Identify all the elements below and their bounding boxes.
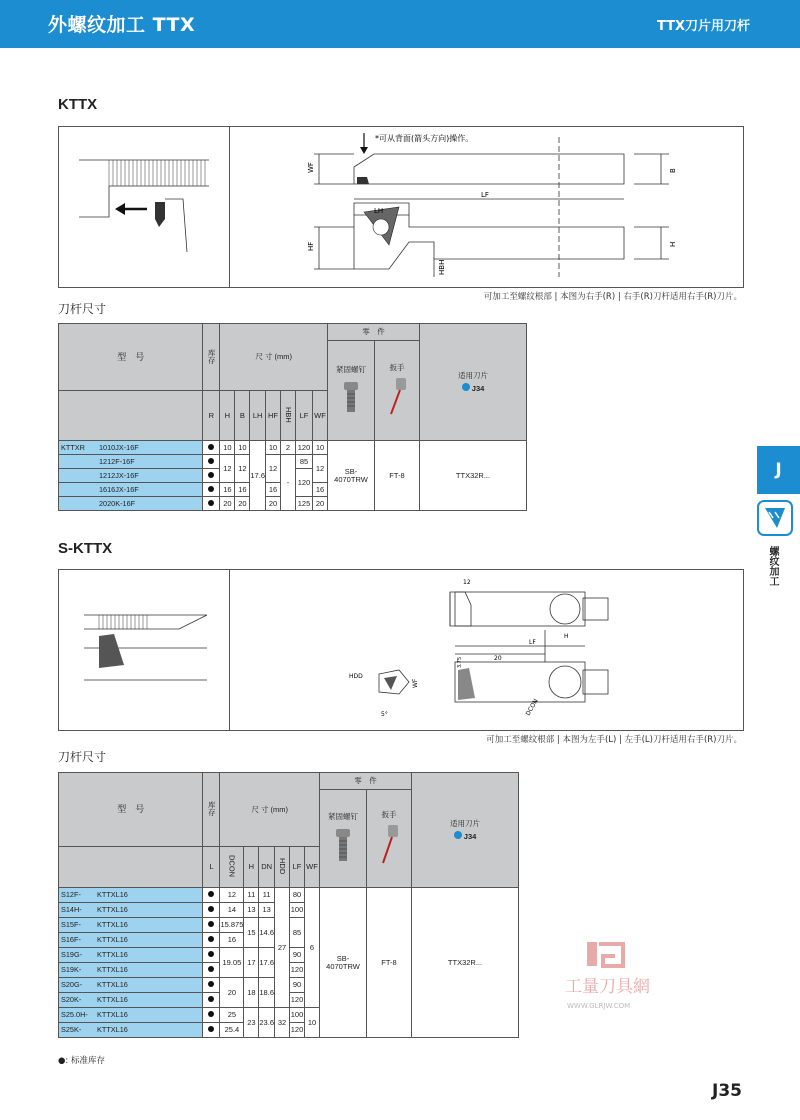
page-title: 外螺纹加工 TTX	[48, 14, 196, 36]
watermark-logo	[565, 940, 675, 1015]
table-row: S16F- KTTXL16 16	[59, 933, 519, 948]
skttx-note: 可加工至螺纹根部 | 本图为左手(L) | 左手(L)刀杆适用右手(R)刀片。	[486, 735, 742, 745]
section-title-kttx: KTTX	[58, 96, 98, 113]
table-row: S25K- KTTXL16 25.4 120	[59, 1023, 519, 1038]
header-right-label: TTX刀片用刀杆	[656, 19, 750, 34]
table-row: 1212F-16F 12 12 12 - 85 12	[59, 455, 527, 469]
kttx-subtitle: 刀杆尺寸	[58, 302, 107, 316]
skttx-wrench-value: FT-8	[367, 888, 412, 1038]
label-hf: HF	[307, 241, 315, 251]
skttx-insert-value: TTX32R...	[412, 888, 519, 1038]
kttx-wrench-header: 扳手	[375, 341, 420, 441]
label-h: H	[669, 241, 677, 247]
skttx-col-dn: DN	[259, 847, 275, 888]
label-20: 20	[494, 655, 502, 662]
stock-legend: ●: 标准库存	[58, 1056, 105, 1066]
kttx-col-hbh: HBH	[283, 406, 293, 423]
skttx-col-h: H	[244, 847, 259, 888]
skttx-dims-header: 尺 寸 (mm)	[220, 773, 320, 847]
kttx-table	[58, 323, 527, 511]
label-375: 3.75	[457, 656, 463, 668]
label-h: H	[564, 633, 569, 640]
kttx-insert-header: 适用刀片 J34	[420, 324, 527, 441]
wrench-icon	[378, 823, 400, 865]
skttx-parts-header: 零 件	[320, 773, 412, 790]
label-lh: LH	[374, 207, 384, 215]
table-row: S19G- KTTXL16 19.05 17 17.6 90	[59, 948, 519, 963]
page-number: J35	[712, 1081, 742, 1101]
table-row: 1212JX-16F 120	[59, 469, 527, 483]
label-deg: 5°	[381, 711, 388, 718]
skttx-col-lf: LF	[290, 847, 305, 888]
kttx-col-b: B	[235, 391, 250, 441]
threading-icon	[757, 500, 793, 536]
kttx-col-h: H	[220, 391, 235, 441]
label-wf: WF	[307, 162, 315, 173]
table-row: S14H- KTTXL16 14 13 13 100	[59, 903, 519, 918]
skttx-insert-header: 适用刀片 J34	[412, 773, 519, 888]
skttx-subtitle: 刀杆尺寸	[58, 750, 107, 764]
table-row: 1616JX-16F 16 16 16 16	[59, 483, 527, 497]
label-12: 12	[463, 579, 471, 586]
kttx-schematic	[59, 127, 229, 287]
kttx-col-wf: WF	[313, 391, 328, 441]
skttx-screw-value: SB-4070TRW	[320, 888, 367, 1038]
skttx-wrench-header: 扳手	[367, 790, 412, 888]
kttx-insert-value: TTX32R...	[420, 441, 527, 511]
label-dcon: DCON	[524, 697, 540, 717]
kttx-col-lh: LH	[250, 391, 266, 441]
skttx-stock-header: 库存	[207, 801, 217, 817]
kttx-col-r: R	[203, 391, 220, 441]
label-lf: LF	[481, 191, 489, 199]
skttx-model-header: 型 号	[59, 773, 203, 847]
screw-icon	[332, 827, 354, 863]
skttx-drawing	[229, 570, 743, 730]
kttx-col-hf: HF	[266, 391, 281, 441]
skttx-schematic	[59, 570, 229, 730]
wrench-icon	[386, 376, 408, 416]
kttx-figure	[58, 126, 744, 288]
kttx-dims-header: 尺 寸 (mm)	[220, 324, 328, 391]
table-row: S12F- KTTXL16 12 11 11 27 80 6 SB-4070TRW FT-8 TTX32R...	[59, 888, 519, 903]
section-title-skttx: S-KTTX	[58, 540, 113, 557]
label-hdd: HDD	[349, 673, 363, 680]
page-header	[0, 0, 800, 48]
skttx-col-dcon: DCON	[227, 855, 237, 878]
kttx-drawing	[229, 127, 743, 287]
label-lf: LF	[529, 639, 536, 646]
table-row: KTTXR 1010JX-16F 10 10 17.6 10 2 120 10 SB-4070TRW FT-8 TTX32R...	[59, 441, 527, 455]
kttx-screw-header: 紧固螺钉	[328, 341, 375, 441]
kttx-screw-value: SB-4070TRW	[328, 441, 375, 511]
screw-icon	[340, 380, 362, 414]
kttx-stock-header: 库存	[207, 348, 217, 364]
svg-text:WWW.GLRJW.COM: WWW.GLRJW.COM	[567, 1002, 631, 1010]
chapter-label: 螺纹加工	[767, 546, 778, 586]
label-wf: WF	[412, 678, 419, 688]
table-row: S25.0H- KTTXL16 25 23 23.6 32 100 10	[59, 1008, 519, 1023]
kttx-wrench-value: FT-8	[375, 441, 420, 511]
skttx-figure	[58, 569, 744, 731]
kttx-model-header: 型 号	[59, 324, 203, 391]
skttx-col-l: L	[203, 847, 220, 888]
table-row: S20G- KTTXL16 20 18 18.6 90	[59, 978, 519, 993]
table-row: S15F- KTTXL16 15.875 15 14.6 85	[59, 918, 519, 933]
kttx-col-lf: LF	[296, 391, 313, 441]
table-row: 2020K-16F 20 20 20 125 20	[59, 497, 527, 511]
table-row: S19K- KTTXL16 120	[59, 963, 519, 978]
table-row: S20K- KTTXL16 120	[59, 993, 519, 1008]
skttx-col-hdd: HDD	[277, 858, 287, 875]
kttx-fig-note: *可从背面(箭头方向)操作。	[375, 134, 474, 143]
label-b: B	[669, 168, 677, 173]
label-hbh: HBH	[438, 259, 446, 275]
kttx-note: 可加工至螺纹根部 | 本图为右手(R) | 右手(R)刀杆适用右手(R)刀片。	[483, 292, 742, 302]
skttx-col-wf: WF	[305, 847, 320, 888]
svg-text:工量刀具網: 工量刀具網	[565, 977, 650, 997]
chapter-tab[interactable]: J	[757, 446, 800, 494]
kttx-parts-header: 零 件	[328, 324, 420, 341]
skttx-screw-header: 紧固螺钉	[320, 790, 367, 888]
skttx-table	[58, 772, 519, 1038]
